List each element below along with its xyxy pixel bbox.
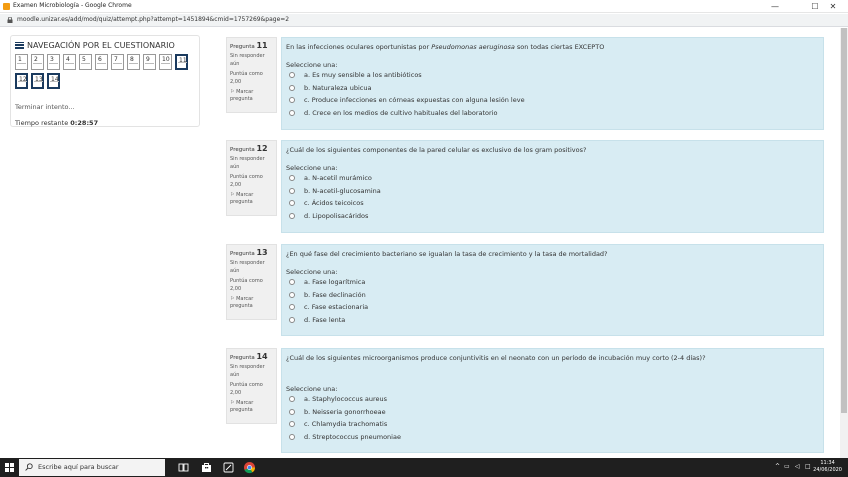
answer-option-label[interactable]: a. Fase logarítmica xyxy=(304,278,366,286)
answer-prompt: Seleccione una: xyxy=(286,164,338,172)
answer-option[interactable] xyxy=(286,69,819,82)
answer-option[interactable] xyxy=(286,210,819,223)
address-bar[interactable] xyxy=(0,14,848,27)
answer-option-label[interactable]: b. Neisseria gonorrhoeae xyxy=(304,407,386,416)
answer-option[interactable] xyxy=(286,172,819,185)
question-number xyxy=(230,248,273,257)
answer-option-label[interactable]: a. N-acetil murámico xyxy=(304,174,372,182)
answer-option-label[interactable]: c. Ácidos teicoicos xyxy=(304,199,364,208)
question-nav-button-11[interactable]: 11 xyxy=(175,54,188,70)
answer-option-label[interactable]: d. Streptococcus pneumoniae xyxy=(304,433,401,442)
question-label: Pregunta xyxy=(230,147,255,153)
answer-option[interactable] xyxy=(286,94,819,107)
radio-button[interactable] xyxy=(289,292,295,298)
question-text xyxy=(286,354,819,362)
question-text-start: ¿En qué fase del crecimiento bacteriano se igualan la tasa de crecimiento y la tasa de mortalidad? xyxy=(286,250,608,258)
question-nav-button-14[interactable]: 14 xyxy=(47,73,60,89)
scrollbar-thumb[interactable] xyxy=(841,28,847,413)
chrome-icon[interactable] xyxy=(243,461,256,474)
flag-question-button[interactable]: ⚐ Marcar pregunta xyxy=(230,400,254,413)
question-nav-button-6[interactable]: 6 xyxy=(95,54,108,70)
question-nav-button-13[interactable]: 13 xyxy=(31,73,44,89)
radio-button[interactable] xyxy=(289,317,295,323)
question-number-value: 12 xyxy=(256,144,268,153)
flag-question-label: Marcar pregunta xyxy=(230,89,254,102)
answer-prompt: Seleccione una: xyxy=(286,385,338,393)
question-text xyxy=(286,146,819,154)
answer-option[interactable] xyxy=(286,289,819,302)
answer-option-label[interactable]: b. Fase declinación xyxy=(304,290,366,299)
question-nav-button-8[interactable]: 8 xyxy=(127,54,140,70)
time-remaining xyxy=(15,119,98,127)
clock-date: 24/06/2020 xyxy=(813,467,842,473)
page-scrollbar[interactable] xyxy=(840,28,848,458)
answer-option-label[interactable]: b. Naturaleza ubicua xyxy=(304,83,372,92)
answer-option[interactable] xyxy=(286,431,819,444)
flag-question-label: Marcar pregunta xyxy=(230,296,254,309)
taskbar-search-box[interactable] xyxy=(19,459,165,476)
question-status: Sin responder aún xyxy=(230,260,265,274)
answer-option[interactable] xyxy=(286,418,819,431)
radio-button[interactable] xyxy=(289,213,295,219)
quiz-navigation-header xyxy=(15,40,175,50)
answer-option[interactable] xyxy=(286,301,819,314)
flag-question-label: Marcar pregunta xyxy=(230,400,254,413)
search-icon xyxy=(25,463,33,471)
question-content xyxy=(281,37,824,130)
question-text xyxy=(286,43,819,51)
question-number-value: 11 xyxy=(256,41,268,50)
question-status: Sin responder aún xyxy=(230,53,265,67)
question-number xyxy=(230,41,273,50)
maximize-button[interactable]: ☐ xyxy=(811,2,819,11)
answer-option[interactable] xyxy=(286,406,819,419)
quiz-navigation-title: NAVEGACIÓN POR EL CUESTIONARIO xyxy=(27,40,175,50)
question-points: Puntúa como 2,00 xyxy=(230,278,263,292)
question-nav-button-10[interactable]: 10 xyxy=(159,54,172,70)
search-placeholder[interactable]: Escribe aquí para buscar xyxy=(38,463,119,471)
question-text xyxy=(286,250,819,258)
answer-option[interactable] xyxy=(286,393,819,406)
app-icon[interactable] xyxy=(222,461,235,474)
radio-button[interactable] xyxy=(289,200,295,206)
question-number-value: 14 xyxy=(256,352,268,361)
radio-button[interactable] xyxy=(289,421,295,427)
answer-option-label[interactable]: d. Fase lenta xyxy=(304,316,346,325)
radio-button[interactable] xyxy=(289,175,295,181)
question-status: Sin responder aún xyxy=(230,156,265,170)
quiz-navigation-block xyxy=(10,35,200,127)
answer-prompt: Seleccione una: xyxy=(286,268,338,276)
answer-option-label[interactable]: c. Fase estacionaria xyxy=(304,303,369,312)
answer-option-label[interactable]: d. Crece en los medios de cultivo habituales del laboratorio xyxy=(304,109,498,118)
question-nav-button-12[interactable]: 12 xyxy=(15,73,28,89)
answer-option[interactable] xyxy=(286,276,819,289)
question-nav-button-3[interactable]: 3 xyxy=(47,54,60,70)
close-window-button[interactable]: ✕ xyxy=(829,2,837,11)
question-info xyxy=(226,244,277,320)
question-info xyxy=(226,140,277,216)
question-number xyxy=(230,144,273,153)
answer-option-label[interactable]: b. N-acetil-glucosamina xyxy=(304,186,381,195)
radio-button[interactable] xyxy=(289,396,295,402)
answer-option[interactable] xyxy=(286,185,819,198)
minimize-button[interactable]: — xyxy=(771,2,779,11)
question-text-end: son todas ciertas EXCEPTO xyxy=(514,43,605,51)
question-status: Sin responder aún xyxy=(230,364,265,378)
question-content xyxy=(281,140,824,233)
question-label: Pregunta xyxy=(230,355,255,361)
time-remaining-value: 0:28:57 xyxy=(70,119,99,127)
question-points: Puntúa como 2,00 xyxy=(230,71,263,85)
clock-time: 11:34 xyxy=(820,460,835,466)
flag-question-label: Marcar pregunta xyxy=(230,192,254,205)
radio-button[interactable] xyxy=(289,279,295,285)
task-view-icon[interactable] xyxy=(177,461,190,474)
window-title-bar xyxy=(0,0,848,13)
question-info xyxy=(226,37,277,113)
moodle-favicon-icon xyxy=(3,3,10,10)
question-nav-button-5[interactable]: 5 xyxy=(79,54,92,70)
radio-button[interactable] xyxy=(289,188,295,194)
tray-arrow-icon[interactable]: ^ xyxy=(775,463,781,470)
window-title: Examen Microbiología - Google Chrome xyxy=(13,2,132,9)
radio-button[interactable] xyxy=(289,409,295,415)
answer-prompt: Seleccione una: xyxy=(286,61,338,69)
question-points: Puntúa como 2,00 xyxy=(230,382,263,396)
question-nav-button-9[interactable]: 9 xyxy=(143,54,156,70)
flag-question-button[interactable]: ⚐ Marcar pregunta xyxy=(230,296,254,309)
tray-network-icon[interactable]: ▭ xyxy=(784,463,790,470)
tray-volume-icon[interactable]: ◁ xyxy=(795,463,800,470)
question-points: Puntúa como 2,00 xyxy=(230,174,263,188)
question-text-start: ¿Cuál de los siguientes microorganismos produce conjuntivitis en el neonato con un período de incubación muy corto (2-4 días)? xyxy=(286,354,706,362)
finish-attempt-link[interactable]: Terminar intento... xyxy=(15,103,75,111)
quiz-page xyxy=(0,28,848,458)
answer-option[interactable] xyxy=(286,82,819,95)
hamburger-menu-icon[interactable] xyxy=(15,42,24,49)
question-content xyxy=(281,348,824,453)
radio-button[interactable] xyxy=(289,85,295,91)
answer-option-label[interactable]: a. Es muy sensible a los antibióticos xyxy=(304,71,422,79)
answer-option[interactable] xyxy=(286,107,819,120)
flag-question-button[interactable]: ⚐ Marcar pregunta xyxy=(230,89,254,102)
question-text-start: ¿Cuál de los siguientes componentes de la pared celular es exclusivo de los gram positivos? xyxy=(286,146,587,154)
question-info xyxy=(226,348,277,424)
answer-option-label[interactable]: c. Chlamydia trachomatis xyxy=(304,420,388,429)
url-text[interactable]: moodle.unizar.es/add/mod/quiz/attempt.php?attempt=1451894&cmid=1757269&page=2 xyxy=(17,16,290,23)
question-nav-button-2[interactable]: 2 xyxy=(31,54,44,70)
question-nav-button-4[interactable]: 4 xyxy=(63,54,76,70)
tray-keyboard-icon[interactable]: □ xyxy=(805,463,811,470)
question-text-italic: Pseudomonas aeruginosa xyxy=(431,43,515,51)
taskbar-clock[interactable] xyxy=(813,460,842,474)
radio-button[interactable] xyxy=(289,304,295,310)
answer-option-label[interactable]: a. Staphylococcus aureus xyxy=(304,395,388,403)
radio-button[interactable] xyxy=(289,434,295,440)
radio-button[interactable] xyxy=(289,110,295,116)
question-number-value: 13 xyxy=(256,248,268,257)
question-nav-button-7[interactable]: 7 xyxy=(111,54,124,70)
flag-question-button[interactable]: ⚐ Marcar pregunta xyxy=(230,192,254,205)
answer-option[interactable] xyxy=(286,314,819,327)
windows-taskbar xyxy=(0,458,848,477)
windows-start-icon[interactable] xyxy=(5,463,14,472)
lock-icon xyxy=(7,17,13,23)
question-content xyxy=(281,244,824,336)
question-number xyxy=(230,352,273,361)
answer-option-label[interactable]: d. Lipopolisacáridos xyxy=(304,212,369,221)
radio-button[interactable] xyxy=(289,97,295,103)
question-text-start: En las infecciones oculares oportunistas por xyxy=(286,43,432,51)
store-icon[interactable] xyxy=(200,461,213,474)
answer-option-label[interactable]: c. Produce infecciones en córneas expuestas con alguna lesión leve xyxy=(304,96,525,105)
question-label: Pregunta xyxy=(230,251,255,257)
question-nav-button-1[interactable]: 1 xyxy=(15,54,28,70)
answer-option[interactable] xyxy=(286,197,819,210)
question-label: Pregunta xyxy=(230,44,255,50)
time-remaining-label: Tiempo restante xyxy=(15,119,69,127)
radio-button[interactable] xyxy=(289,72,295,78)
